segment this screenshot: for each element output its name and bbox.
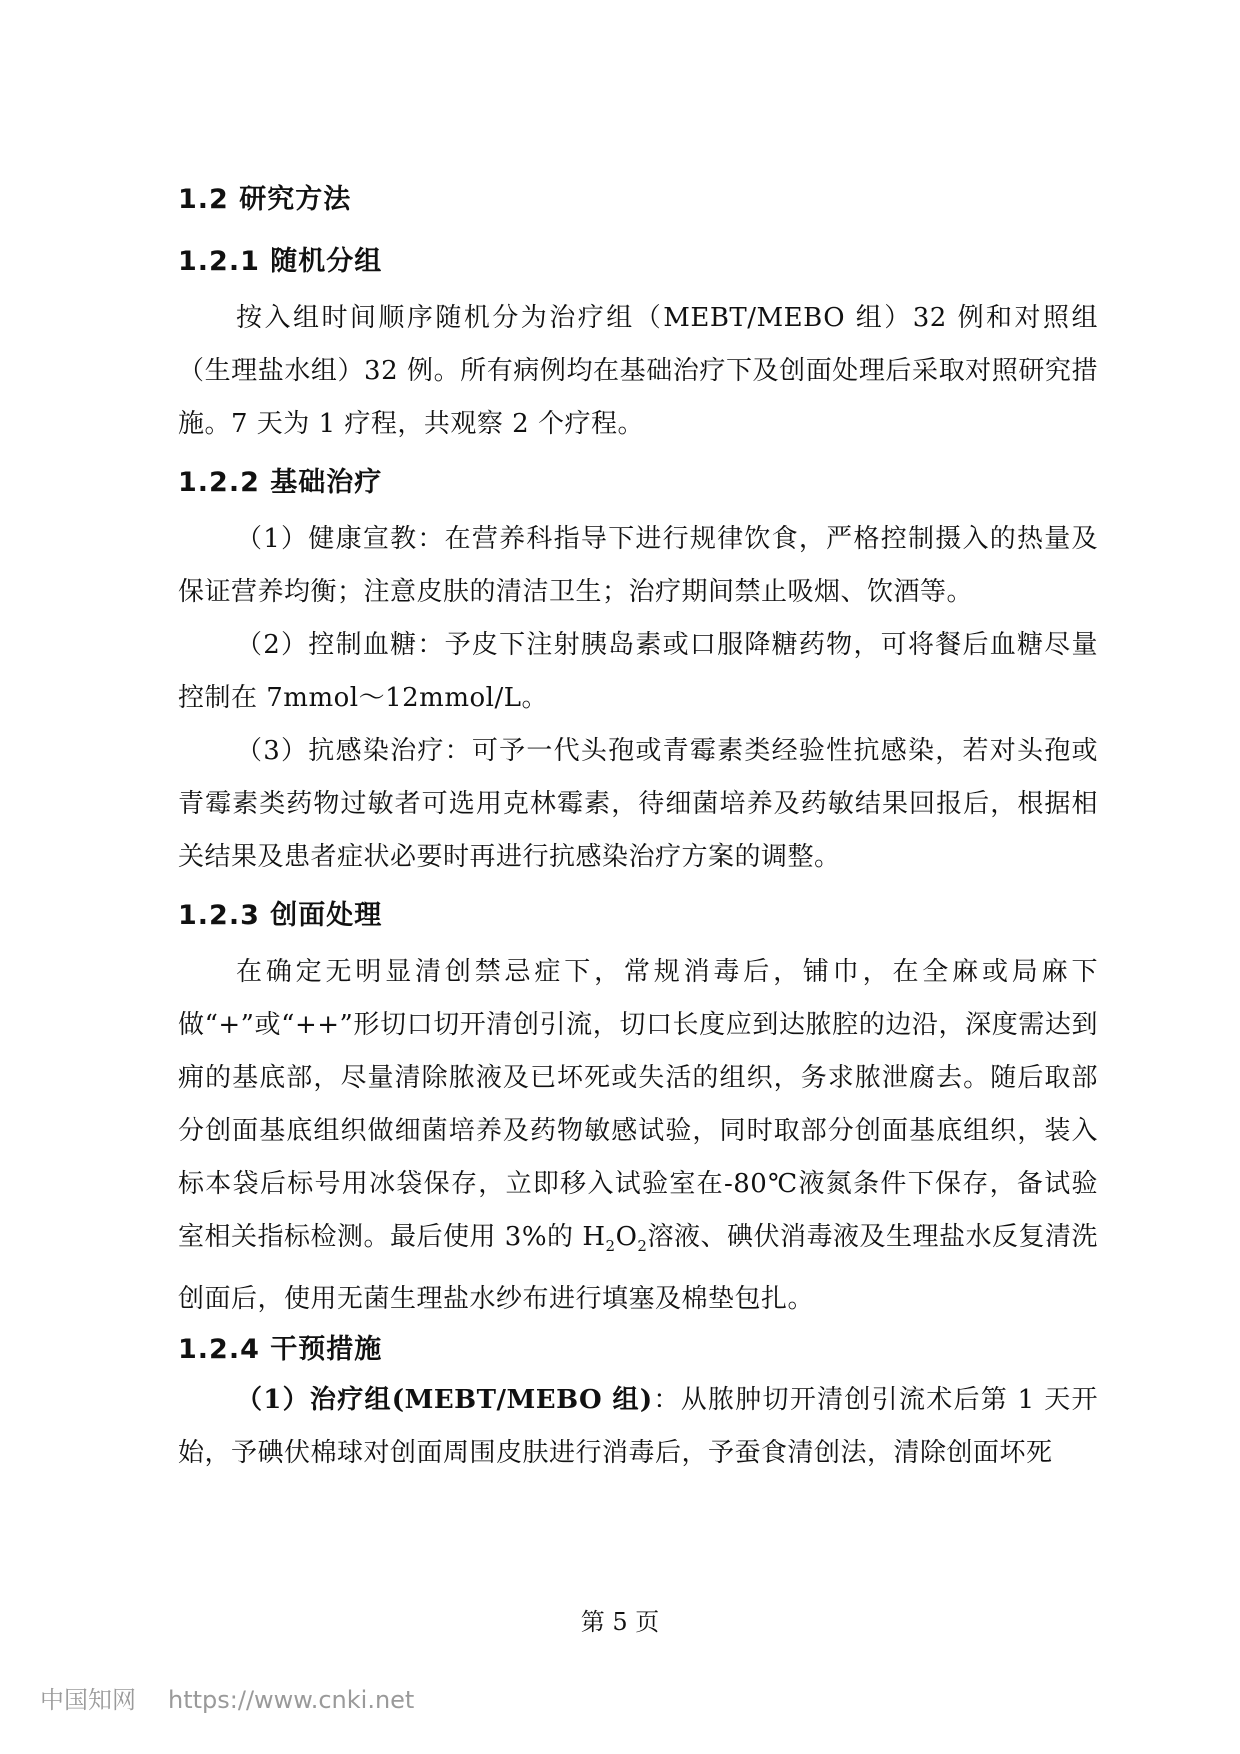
- intervention-rest: ：从脓肿切开清创引流术后第 1 天开始，予碘伏棉球对创面周围皮肤进行消毒后，予蚕食清创法，清除创面坏死: [178, 1385, 1098, 1469]
- watermark: [40, 1680, 446, 1715]
- intervention-lead: （1）治疗组(MEBT/MEBO 组): [236, 1385, 653, 1416]
- watermark-url: https://www.cnki.net: [168, 1686, 415, 1714]
- page-content: [178, 180, 1098, 1480]
- heading-1-2-3: 1.2.3 创面处理: [178, 900, 383, 931]
- watermark-brand: 中国知网: [40, 1686, 136, 1714]
- chem-sub-2a: 2: [605, 1237, 616, 1256]
- chem-sub-2b: 2: [637, 1237, 648, 1256]
- wound-text-before: 在确定无明显清创禁忌症下，常规消毒后，铺巾，在全麻或局麻下做“+”或“++”形切口切开清创引流，切口长度应到达脓腔的边沿，深度需达到痈的基底部，尽量清除脓液及已坏死或失活的组织，务求脓泄腐去。随后取部分创面基底组织做细菌培养及药物敏感试验，同时取部分创面基底组织，装入标本袋后标号用冰袋保存，立即移入试验室在-80℃液氮条件下保存，备试验室相关指标检测。最后使用 3%的: [178, 957, 1098, 1252]
- paragraph-glucose-control: （2）控制血糖：予皮下注射胰岛素或口服降糖药物，可将餐后血糖尽量控制在 7mmol～12mmol/L。: [178, 630, 1098, 713]
- paragraph-health-education: （1）健康宣教：在营养科指导下进行规律饮食，严格控制摄入的热量及保证营养均衡；注意皮肤的清洁卫生；治疗期间禁止吸烟、饮酒等。: [178, 524, 1098, 607]
- heading-1-2-1: 1.2.1 随机分组: [178, 246, 383, 277]
- page-number: 第 5 页: [580, 1608, 660, 1636]
- chem-h: H: [582, 1222, 606, 1252]
- heading-1-2: 1.2 研究方法: [178, 184, 352, 215]
- heading-1-2-2: 1.2.2 基础治疗: [178, 467, 383, 498]
- paragraph-wound-treatment: [178, 946, 1098, 1326]
- paragraph-random-grouping: 按入组时间顺序随机分为治疗组（MEBT/MEBO 组）32 例和对照组（生理盐水组）32 例。所有病例均在基础治疗下及创面处理后采取对照研究措施。7 天为 1 疗程，共观察 2 个疗程。: [178, 303, 1098, 439]
- paragraph-intervention: [178, 1374, 1098, 1480]
- chem-o: O: [615, 1222, 638, 1252]
- heading-1-2-4: 1.2.4 干预措施: [178, 1334, 383, 1366]
- wound-text-after: 溶液、碘伏消毒液及生理盐水反复清洗创面后，使用无菌生理盐水纱布进行填塞及棉垫包扎。: [178, 1222, 1098, 1315]
- paragraph-anti-infection: （3）抗感染治疗：可予一代头孢或青霉素类经验性抗感染，若对头孢或青霉素类药物过敏者可选用克林霉素，待细菌培养及药敏结果回报后，根据相关结果及患者症状必要时再进行抗感染治疗方案的调整。: [178, 736, 1098, 872]
